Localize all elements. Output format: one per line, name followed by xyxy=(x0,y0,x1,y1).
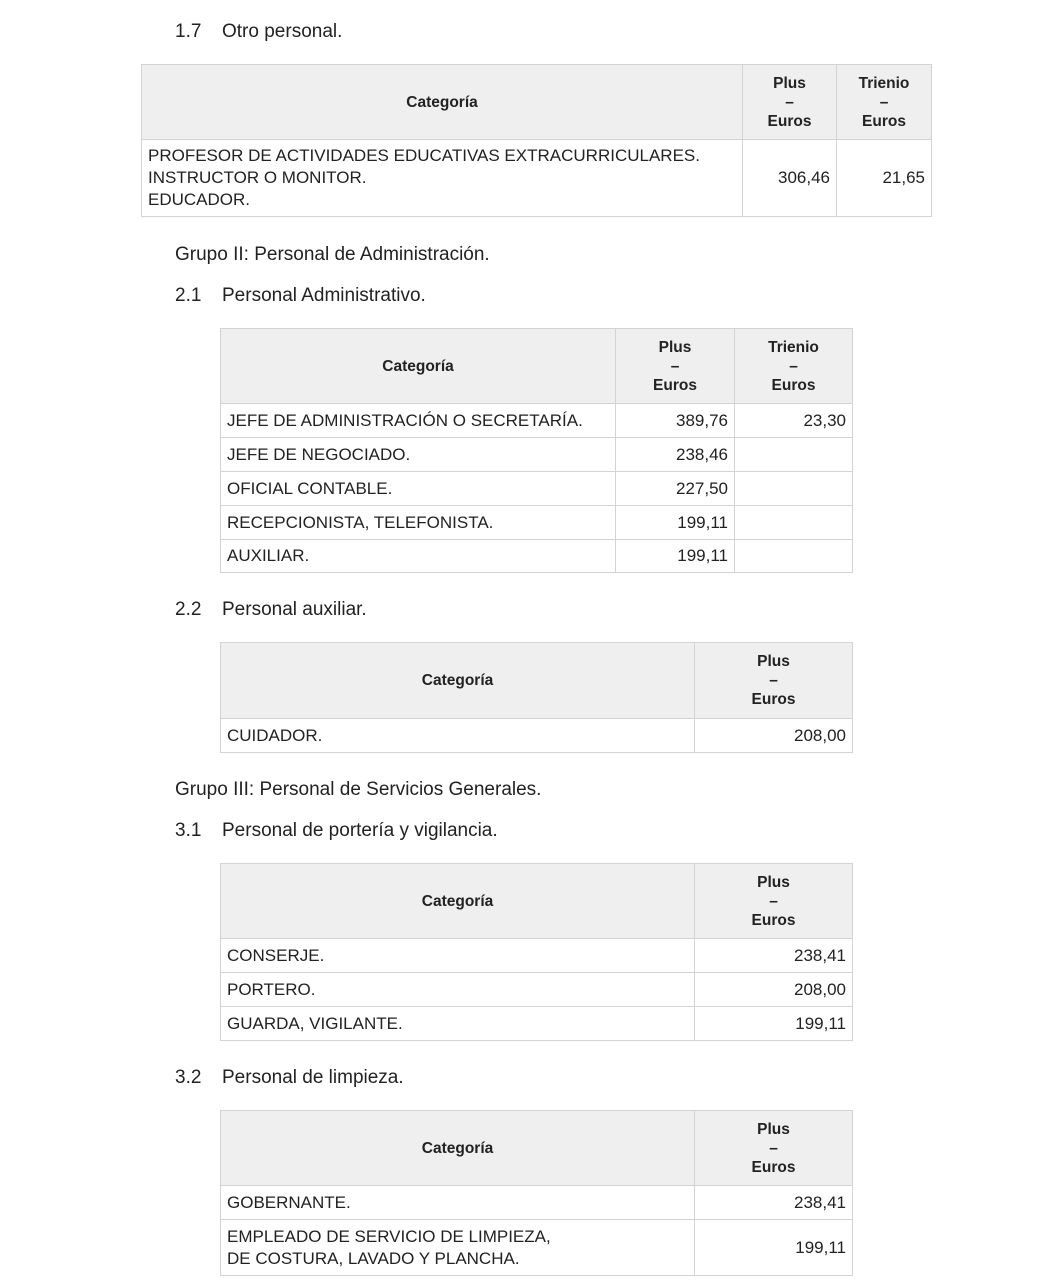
table-row xyxy=(142,140,932,217)
section-heading xyxy=(175,285,426,307)
table-row xyxy=(221,438,853,472)
category-cell: CONSERJE. xyxy=(221,939,695,973)
amount-cell xyxy=(735,472,853,506)
amount-cell xyxy=(735,438,853,472)
column-header: Plus – Euros xyxy=(695,864,853,939)
category-cell: GUARDA, VIGILANTE. xyxy=(221,1007,695,1041)
table-row xyxy=(221,1186,853,1220)
table-row xyxy=(221,1220,853,1276)
amount-cell: 238,46 xyxy=(616,438,735,472)
section-title: Grupo II: Personal de Administración. xyxy=(175,244,490,265)
category-cell: GOBERNANTE. xyxy=(221,1186,695,1220)
category-cell: RECEPCIONISTA, TELEFONISTA. xyxy=(221,506,616,540)
section-title: Personal Administrativo. xyxy=(222,285,426,306)
table-row xyxy=(221,719,853,753)
amount-cell: 23,30 xyxy=(735,404,853,438)
table-header-row xyxy=(221,1111,853,1186)
amount-cell: 227,50 xyxy=(616,472,735,506)
section-title: Grupo III: Personal de Servicios Generales. xyxy=(175,779,542,800)
section-number: 2.1 xyxy=(175,285,202,306)
amount-cell: 238,41 xyxy=(695,939,853,973)
category-cell: PORTERO. xyxy=(221,973,695,1007)
section-number: 3.1 xyxy=(175,820,202,841)
salary-table xyxy=(220,1110,853,1276)
salary-table xyxy=(220,328,853,573)
column-header: Categoría xyxy=(142,65,743,140)
amount-cell: 238,41 xyxy=(695,1186,853,1220)
section-heading xyxy=(175,779,541,801)
category-cell: PROFESOR DE ACTIVIDADES EDUCATIVAS EXTRACURRICULARES. INSTRUCTOR O MONITOR. EDUCADOR. xyxy=(142,140,743,217)
amount-cell xyxy=(735,540,853,573)
column-header: Plus – Euros xyxy=(743,65,837,140)
category-cell: AUXILIAR. xyxy=(221,540,616,573)
amount-cell: 306,46 xyxy=(743,140,837,217)
section-heading xyxy=(175,1067,404,1089)
section-title: Otro personal. xyxy=(222,21,343,42)
table-header-row xyxy=(142,65,932,140)
section-heading xyxy=(175,21,342,43)
column-header: Plus – Euros xyxy=(616,329,735,404)
section-title: Personal auxiliar. xyxy=(222,599,367,620)
salary-table xyxy=(141,64,932,217)
table-header-row xyxy=(221,329,853,404)
section-heading xyxy=(175,820,498,842)
table-row xyxy=(221,506,853,540)
column-header: Plus – Euros xyxy=(695,643,853,719)
section-title: Personal de limpieza. xyxy=(222,1067,404,1088)
table-row xyxy=(221,472,853,506)
section-number: 3.2 xyxy=(175,1067,202,1088)
category-cell: OFICIAL CONTABLE. xyxy=(221,472,616,506)
column-header: Plus – Euros xyxy=(695,1111,853,1186)
amount-cell: 21,65 xyxy=(837,140,932,217)
amount-cell: 199,11 xyxy=(695,1007,853,1041)
table-header-row xyxy=(221,643,853,719)
amount-cell: 199,11 xyxy=(695,1220,853,1276)
table-row xyxy=(221,939,853,973)
section-title: Personal de portería y vigilancia. xyxy=(222,820,498,841)
column-header: Categoría xyxy=(221,643,695,719)
category-cell: CUIDADOR. xyxy=(221,719,695,753)
column-header: Trienio – Euros xyxy=(735,329,853,404)
table-row xyxy=(221,404,853,438)
amount-cell: 208,00 xyxy=(695,973,853,1007)
column-header: Categoría xyxy=(221,329,616,404)
amount-cell: 208,00 xyxy=(695,719,853,753)
column-header: Categoría xyxy=(221,1111,695,1186)
section-heading xyxy=(175,244,490,266)
table-header-row xyxy=(221,864,853,939)
amount-cell: 389,76 xyxy=(616,404,735,438)
category-cell: JEFE DE ADMINISTRACIÓN O SECRETARÍA. xyxy=(221,404,616,438)
salary-table xyxy=(220,642,853,753)
table-row xyxy=(221,1007,853,1041)
column-header: Categoría xyxy=(221,864,695,939)
category-cell: EMPLEADO DE SERVICIO DE LIMPIEZA, DE COSTURA, LAVADO Y PLANCHA. xyxy=(221,1220,695,1276)
section-heading xyxy=(175,599,367,621)
section-number: 1.7 xyxy=(175,21,202,42)
salary-table xyxy=(220,863,853,1041)
category-cell: JEFE DE NEGOCIADO. xyxy=(221,438,616,472)
section-number: 2.2 xyxy=(175,599,202,620)
amount-cell xyxy=(735,506,853,540)
amount-cell: 199,11 xyxy=(616,506,735,540)
amount-cell: 199,11 xyxy=(616,540,735,573)
column-header: Trienio – Euros xyxy=(837,65,932,140)
table-row xyxy=(221,973,853,1007)
table-row xyxy=(221,540,853,573)
